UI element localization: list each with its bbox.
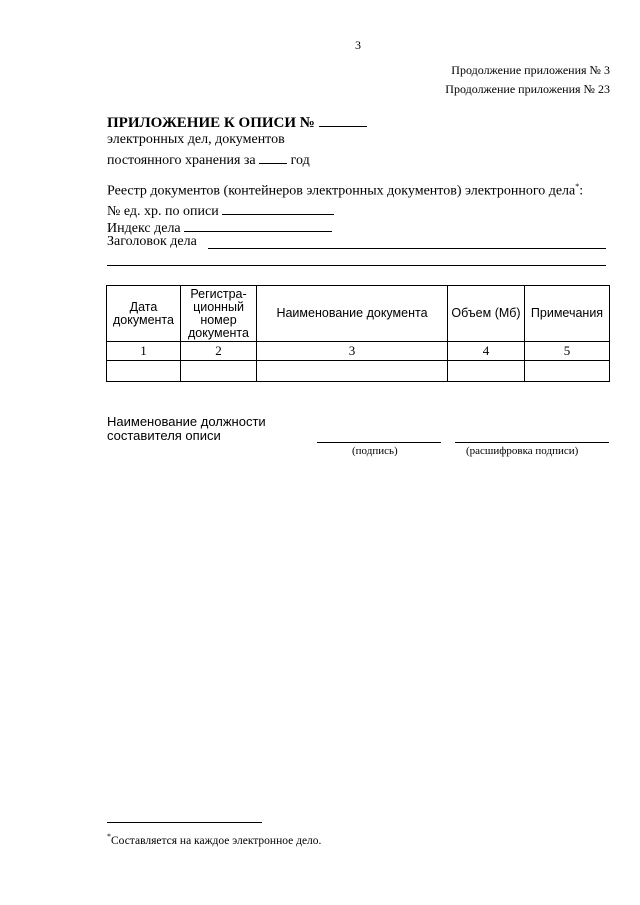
position-label bbox=[107, 415, 266, 443]
footnote-mark: * bbox=[107, 832, 111, 841]
signature-line[interactable] bbox=[317, 442, 441, 443]
heading-line bbox=[107, 234, 197, 250]
page-number: 3 bbox=[355, 38, 361, 52]
column-number: 1 bbox=[107, 342, 181, 361]
unit-number-blank[interactable] bbox=[222, 200, 334, 215]
signature-decryption-caption: (расшифровка подписи) bbox=[466, 445, 579, 457]
table-cell[interactable] bbox=[181, 361, 257, 382]
registry-footnote-mark: * bbox=[575, 182, 580, 191]
subtitle-prefix: постоянного хранения за bbox=[107, 153, 256, 168]
table-cell[interactable] bbox=[525, 361, 610, 382]
column-header-notes: Примечания bbox=[525, 286, 610, 342]
footnote bbox=[107, 832, 321, 847]
table-cell[interactable] bbox=[107, 361, 181, 382]
form-subtitle-2 bbox=[107, 149, 310, 169]
column-number: 2 bbox=[181, 342, 257, 361]
footnote-separator bbox=[107, 822, 262, 823]
form-title bbox=[107, 112, 367, 132]
table-row bbox=[107, 361, 610, 382]
registry-label: Реестр документов (контейнеров электронных документов) электронного дела bbox=[107, 183, 576, 199]
index-label: Индекс дела bbox=[107, 221, 181, 236]
table-cell[interactable] bbox=[257, 361, 448, 382]
year-blank[interactable] bbox=[259, 149, 287, 164]
inventory-number-blank[interactable] bbox=[319, 112, 367, 127]
column-header-volume: Объем (Мб) bbox=[448, 286, 525, 342]
position-label-line-2: составителя описи bbox=[107, 428, 221, 443]
heading-blank-continued[interactable] bbox=[107, 265, 606, 266]
form-title-text: ПРИЛОЖЕНИЕ К ОПИСИ № bbox=[107, 115, 315, 131]
position-label-line-1: Наименование должности bbox=[107, 414, 266, 429]
registry-line: Реестр документов (контейнеров электронных документов) электронного дела*: bbox=[107, 182, 584, 199]
continuation-note-2: Продолжение приложения № 23 bbox=[445, 82, 610, 96]
heading-label: Заголовок дела bbox=[107, 234, 197, 249]
footnote-text: Составляется на каждое электронное дело. bbox=[111, 834, 322, 847]
signature-caption: (подпись) bbox=[352, 445, 398, 457]
registry-table bbox=[106, 285, 610, 382]
heading-blank[interactable] bbox=[208, 248, 606, 249]
table-cell[interactable] bbox=[448, 361, 525, 382]
column-number: 5 bbox=[525, 342, 610, 361]
table-header-row bbox=[107, 286, 610, 342]
signature-decryption-line[interactable] bbox=[455, 442, 609, 443]
column-number: 3 bbox=[257, 342, 448, 361]
form-subtitle-1: электронных дел, документов bbox=[107, 132, 285, 147]
column-header-doc-name: Наименование документа bbox=[257, 286, 448, 342]
column-header-date: Дата документа bbox=[107, 286, 181, 342]
subtitle-suffix: год bbox=[290, 153, 310, 168]
continuation-note-1: Продолжение приложения № 3 bbox=[451, 63, 610, 77]
unit-label: № ед. хр. по описи bbox=[107, 204, 219, 219]
column-number: 4 bbox=[448, 342, 525, 361]
index-blank[interactable] bbox=[184, 217, 332, 232]
column-header-reg-number: Регистра-ционный номер документа bbox=[181, 286, 257, 342]
table-number-row bbox=[107, 342, 610, 361]
